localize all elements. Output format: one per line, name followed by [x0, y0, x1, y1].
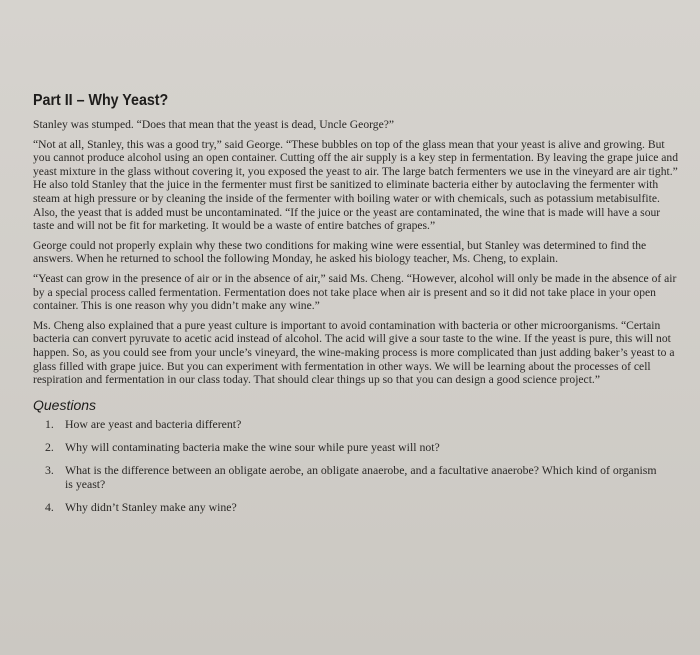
question-item: [45, 440, 678, 454]
questions-heading: Questions: [33, 396, 97, 413]
question-number: 4.: [45, 499, 54, 514]
paragraph-2: “Not at all, Stanley, this was a good try,” said George. “These bubbles on top of the glass mean that your yeast is alive and growing. But you cannot produce alcohol using an open container. Cutting off the air supply is a key step in fermentation. By leaving the grape juice and yeast mixture in the glass without covering it, you exposed the yeast to air. The large batch fermenters we use in the vineyard are air tight.” He also told Stanley that the juice in the fermenter must first be sanitized to eliminate bacteria either by autoclaving the fermenter with steam at high pressure or by cleaning the inside of the fermenter with boiling water or with chemicals, such as potassium metabisulfite. Also, the yeast that is added must be uncontaminated. “If the juice or the yeast are contaminated, the wine that is made will have a sour taste and will not be fit for marketing. It would be a waste of entire batches of grapes.”: [33, 137, 678, 233]
question-text: How are yeast and bacteria different?: [65, 416, 242, 431]
paragraph-3: George could not properly explain why these two conditions for making wine were essential, but Stanley was determined to find the answers. When he returned to school the following Monday, he asked his biology teacher, Ms. Cheng, to explain.: [33, 238, 647, 266]
question-item: [45, 463, 678, 491]
questions-list: [33, 417, 678, 514]
question-item: [45, 417, 678, 431]
question-text: What is the difference between an obligate aerobe, an obligate anaerobe, and a facultative anaerobe? Which kind of organism is yeast?: [65, 462, 657, 491]
question-number: 1.: [45, 416, 54, 431]
paragraph-4: “Yeast can grow in the presence of air or in the absence of air,” said Ms. Cheng. “However, alcohol will only be made in the absence of air by a special process called fermentation. Fermentation does not take place when air is present and so it did not take place in your open container. This is one reason why you didn’t make any wine.”: [33, 271, 677, 313]
paragraph-5: Ms. Cheng also explained that a pure yeast culture is important to avoid contamination with bacteria or other microorganisms. “Certain bacteria can convert pyruvate to acetic acid instead of alcohol. The acid will give a sour taste to the wine. If the yeast is pure, this will not happen. So, as you could see from your uncle’s vineyard, the wine-making process is more complicated than just adding baker’s yeast to a glass filled with grape juice. But you can experiment with fermentation in other ways. We will be learning about the processes of cell respiration and fermentation in our class today. That should clear things up so that you can design a good science project.”: [33, 318, 675, 387]
question-number: 2.: [45, 439, 54, 454]
question-item: [45, 500, 678, 514]
question-text: Why didn’t Stanley make any wine?: [65, 499, 237, 514]
section-title: Part II – Why Yeast?: [33, 92, 169, 109]
question-number: 3.: [45, 462, 54, 477]
question-text: Why will contaminating bacteria make the wine sour while pure yeast will not?: [65, 439, 440, 454]
paragraph-1: Stanley was stumped. “Does that mean that the yeast is dead, Uncle George?”: [33, 118, 395, 131]
